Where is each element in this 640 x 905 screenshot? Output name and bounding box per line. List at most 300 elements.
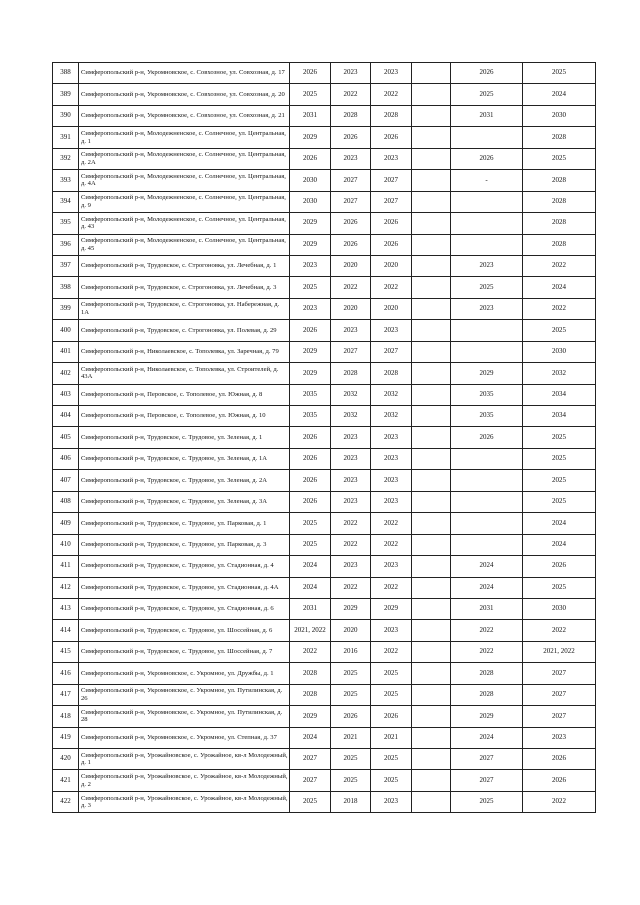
year-cell-5: 2027 [451,749,523,770]
year-cell-5: 2023 [451,255,523,276]
year-cell-1: 2029 [290,706,331,727]
year-cell-3: 2021 [371,727,412,748]
year-cell-6: 2025 [523,491,596,512]
year-cell-2: 2023 [331,427,371,448]
year-cell-2: 2023 [331,491,371,512]
table-row [53,641,596,662]
address-cell: Симферопольский р-н, Урожайновское, с. Урожайное, кв-л Молодежный, д. 1 [79,749,290,770]
address-cell: Симферопольский р-н, Трудовское, с. Трудовое, ул. Стадионная, д. 4А [79,577,290,598]
row-number: 409 [53,513,79,534]
year-cell-6: 2024 [523,277,596,298]
year-cell-6: 2022 [523,620,596,641]
year-cell-4 [412,663,451,684]
row-number: 400 [53,320,79,341]
year-cell-1: 2028 [290,663,331,684]
year-cell-6: 2026 [523,556,596,577]
address-cell: Симферопольский р-н, Трудовское, с. Трудовое, ул. Парковая, д. 1 [79,513,290,534]
year-cell-1: 2024 [290,577,331,598]
table-row [53,363,596,384]
table-row [53,663,596,684]
address-cell: Симферопольский р-н, Трудовское, с. Трудовое, ул. Зеленая, д. 3А [79,491,290,512]
table-row [53,491,596,512]
year-cell-2: 2023 [331,63,371,84]
year-cell-4 [412,770,451,791]
row-number: 412 [53,577,79,598]
year-cell-4 [412,749,451,770]
table-row [53,170,596,191]
year-cell-4 [412,148,451,169]
year-cell-4 [412,620,451,641]
year-cell-5: 2028 [451,684,523,705]
year-cell-3: 2026 [371,706,412,727]
row-number: 406 [53,448,79,469]
row-number: 419 [53,727,79,748]
year-cell-6: 2025 [523,427,596,448]
year-cell-4 [412,448,451,469]
year-cell-3: 2023 [371,427,412,448]
year-cell-6: 2024 [523,534,596,555]
table-row [53,105,596,126]
address-cell: Симферопольский р-н, Укромновское, с. Укромное, ул. Степная, д. 37 [79,727,290,748]
year-cell-4 [412,384,451,405]
year-cell-1: 2027 [290,770,331,791]
year-cell-2: 2022 [331,577,371,598]
year-cell-5: 2023 [451,298,523,319]
address-cell: Симферопольский р-н, Укромновское, с. Укромное, ул. Путилинская, д. 28 [79,706,290,727]
year-cell-5: 2022 [451,620,523,641]
address-cell: Симферопольский р-н, Трудовское, с. Трудовое, ул. Стадионная, д. 6 [79,598,290,619]
address-cell: Симферопольский р-н, Молодежненское, с. Солнечное, ул. Центральная, д. 45 [79,234,290,255]
address-cell: Симферопольский р-н, Перовское, с. Тополевое, ул. Южная, д. 8 [79,384,290,405]
row-number: 415 [53,641,79,662]
year-cell-4 [412,127,451,148]
year-cell-4 [412,577,451,598]
year-cell-4 [412,470,451,491]
year-cell-5: 2022 [451,641,523,662]
address-cell: Симферопольский р-н, Трудовское, с. Трудовое, ул. Зеленая, д. 2А [79,470,290,491]
year-cell-4 [412,341,451,362]
year-cell-2: 2023 [331,448,371,469]
year-cell-5: 2025 [451,84,523,105]
year-cell-2: 2022 [331,513,371,534]
year-cell-1: 2025 [290,84,331,105]
year-cell-3: 2023 [371,556,412,577]
year-cell-3: 2022 [371,84,412,105]
year-cell-6: 2022 [523,255,596,276]
year-cell-4 [412,406,451,427]
stray-dash-mark: - [485,175,488,184]
year-cell-6: 2030 [523,341,596,362]
year-cell-3: 2027 [371,341,412,362]
year-cell-5: 2027 [451,770,523,791]
year-cell-4 [412,791,451,812]
year-cell-3: 2020 [371,255,412,276]
row-number: 418 [53,706,79,727]
year-cell-3: 2026 [371,127,412,148]
year-cell-5 [451,213,523,234]
year-cell-2: 2027 [331,191,371,212]
address-cell: Симферопольский р-н, Трудовское, с. Строгоновка, ул. Полевая, д. 29 [79,320,290,341]
year-cell-2: 2020 [331,620,371,641]
year-cell-1: 2030 [290,191,331,212]
row-number: 414 [53,620,79,641]
address-cell: Симферопольский р-н, Трудовское, с. Строгоновка, ул. Набережная, д. 1А [79,298,290,319]
year-cell-1: 2022 [290,641,331,662]
year-cell-2: 2023 [331,470,371,491]
year-cell-1: 2021, 2022 [290,620,331,641]
year-cell-5 [451,170,523,191]
year-cell-5: 2035 [451,384,523,405]
table-row [53,234,596,255]
year-cell-3: 2022 [371,641,412,662]
year-cell-2: 2027 [331,341,371,362]
address-cell: Симферопольский р-н, Трудовское, с. Трудовое, ул. Зеленая, д. 1А [79,448,290,469]
year-cell-2: 2026 [331,706,371,727]
address-cell: Симферопольский р-н, Молодежненское, с. Солнечное, ул. Центральная, д. 1 [79,127,290,148]
year-cell-5 [451,320,523,341]
table-row [53,127,596,148]
year-cell-3: 2026 [371,213,412,234]
row-number: 404 [53,406,79,427]
year-cell-5: 2028 [451,663,523,684]
address-cell: Симферопольский р-н, Укромновское, с. Совхозное, ул. Совхозная, д. 17 [79,63,290,84]
year-cell-5 [451,470,523,491]
row-number: 399 [53,298,79,319]
address-cell: Симферопольский р-н, Молодежненское, с. Солнечное, ул. Центральная, д. 9 [79,191,290,212]
row-number: 421 [53,770,79,791]
year-cell-3: 2025 [371,749,412,770]
table-row [53,63,596,84]
address-cell: Симферопольский р-н, Укромновское, с. Совхозное, ул. Совхозная, д. 20 [79,84,290,105]
year-cell-6: 2028 [523,127,596,148]
year-cell-1: 2026 [290,470,331,491]
year-cell-1: 2023 [290,298,331,319]
row-number: 403 [53,384,79,405]
year-cell-3: 2028 [371,105,412,126]
year-cell-6: 2024 [523,84,596,105]
year-cell-3: 2025 [371,663,412,684]
year-cell-1: 2035 [290,406,331,427]
year-cell-6: 2027 [523,706,596,727]
address-cell: Симферопольский р-н, Урожайновское, с. Урожайное, кв-л Молодежный, д. 2 [79,770,290,791]
year-cell-4 [412,63,451,84]
year-cell-3: 2029 [371,598,412,619]
row-number: 402 [53,363,79,384]
year-cell-5: 2031 [451,105,523,126]
address-cell: Симферопольский р-н, Укромновское, с. Укромное, ул. Дружбы, д. 1 [79,663,290,684]
year-cell-1: 2029 [290,363,331,384]
address-cell: Симферопольский р-н, Николаевское, с. Тополевка, ул. Строителей, д. 43А [79,363,290,384]
year-cell-1: 2030 [290,170,331,191]
year-cell-6: 2024 [523,513,596,534]
year-cell-1: 2024 [290,556,331,577]
table-row [53,255,596,276]
table-row [53,341,596,362]
year-cell-4 [412,491,451,512]
year-cell-6: 2028 [523,234,596,255]
year-cell-6: 2028 [523,191,596,212]
table-row [53,791,596,812]
year-cell-5: 2029 [451,363,523,384]
year-cell-3: 2022 [371,277,412,298]
year-cell-2: 2026 [331,234,371,255]
address-cell: Симферопольский р-н, Трудовское, с. Трудовое, ул. Шоссейная, д. 6 [79,620,290,641]
table-row [53,727,596,748]
year-cell-5 [451,448,523,469]
year-cell-4 [412,641,451,662]
year-cell-4 [412,170,451,191]
year-cell-2: 2022 [331,84,371,105]
table-row [53,84,596,105]
year-cell-1: 2025 [290,534,331,555]
year-cell-3: 2022 [371,513,412,534]
table-row [53,620,596,641]
year-cell-3: 2023 [371,491,412,512]
year-cell-6: 2034 [523,384,596,405]
row-number: 394 [53,191,79,212]
year-cell-2: 2032 [331,384,371,405]
row-number: 405 [53,427,79,448]
table-row [53,406,596,427]
year-cell-1: 2026 [290,427,331,448]
year-cell-1: 2028 [290,684,331,705]
address-cell: Симферопольский р-н, Трудовское, с. Трудовое, ул. Шоссейная, д. 7 [79,641,290,662]
year-cell-5: 2024 [451,727,523,748]
table-row [53,556,596,577]
year-cell-6: 2025 [523,448,596,469]
year-cell-3: 2022 [371,534,412,555]
address-cell: Симферопольский р-н, Перовское, с. Тополевое, ул. Южная, д. 10 [79,406,290,427]
year-cell-4 [412,427,451,448]
year-cell-5: 2035 [451,406,523,427]
year-cell-1: 2031 [290,598,331,619]
year-cell-1: 2023 [290,255,331,276]
year-cell-2: 2026 [331,127,371,148]
year-cell-5: 2024 [451,577,523,598]
year-cell-1: 2026 [290,491,331,512]
year-cell-5: 2026 [451,63,523,84]
year-cell-6: 2021, 2022 [523,641,596,662]
row-number: 417 [53,684,79,705]
table-row [53,427,596,448]
year-cell-2: 2025 [331,749,371,770]
year-cell-6: 2028 [523,213,596,234]
address-cell: Симферопольский р-н, Молодежненское, с. Солнечное, ул. Центральная, д. 43 [79,213,290,234]
address-cell: Симферопольский р-н, Трудовское, с. Трудовое, ул. Стадионная, д. 4 [79,556,290,577]
row-number: 388 [53,63,79,84]
year-cell-6: 2030 [523,598,596,619]
year-cell-6: 2022 [523,298,596,319]
address-cell: Симферопольский р-н, Урожайновское, с. Урожайное, кв-л Молодежный, д. 3 [79,791,290,812]
year-cell-2: 2025 [331,684,371,705]
year-cell-5 [451,513,523,534]
table-row [53,298,596,319]
year-cell-3: 2032 [371,384,412,405]
year-cell-4 [412,684,451,705]
year-cell-2: 2029 [331,598,371,619]
row-number: 393 [53,170,79,191]
housing-schedule-table [52,62,596,813]
year-cell-5 [451,534,523,555]
year-cell-3: 2020 [371,298,412,319]
table-row [53,534,596,555]
row-number: 390 [53,105,79,126]
year-cell-4 [412,727,451,748]
table-row [53,749,596,770]
address-cell: Симферопольский р-н, Молодежненское, с. Солнечное, ул. Центральная, д. 4А [79,170,290,191]
row-number: 408 [53,491,79,512]
year-cell-6: 2022 [523,791,596,812]
year-cell-1: 2026 [290,148,331,169]
row-number: 389 [53,84,79,105]
year-cell-5 [451,341,523,362]
year-cell-6: 2026 [523,749,596,770]
year-cell-6: 2025 [523,320,596,341]
year-cell-3: 2027 [371,191,412,212]
table-row [53,448,596,469]
table-row [53,277,596,298]
table-row [53,598,596,619]
year-cell-3: 2025 [371,684,412,705]
year-cell-6: 2027 [523,684,596,705]
table-row [53,213,596,234]
year-cell-3: 2025 [371,770,412,791]
year-cell-1: 2025 [290,513,331,534]
year-cell-2: 2032 [331,406,371,427]
year-cell-6: 2028 [523,170,596,191]
year-cell-2: 2020 [331,298,371,319]
table-body [53,63,596,813]
year-cell-2: 2020 [331,255,371,276]
year-cell-2: 2027 [331,170,371,191]
row-number: 395 [53,213,79,234]
year-cell-3: 2023 [371,148,412,169]
year-cell-5: 2026 [451,148,523,169]
year-cell-5 [451,491,523,512]
year-cell-1: 2026 [290,63,331,84]
year-cell-4 [412,277,451,298]
year-cell-6: 2032 [523,363,596,384]
year-cell-2: 2025 [331,770,371,791]
year-cell-4 [412,255,451,276]
year-cell-5 [451,234,523,255]
year-cell-6: 2025 [523,63,596,84]
year-cell-2: 2028 [331,363,371,384]
year-cell-1: 2024 [290,727,331,748]
row-number: 391 [53,127,79,148]
year-cell-2: 2028 [331,105,371,126]
year-cell-1: 2029 [290,213,331,234]
year-cell-5: 2029 [451,706,523,727]
address-cell: Симферопольский р-н, Трудовское, с. Строгоновка, ул. Лечебная, д. 3 [79,277,290,298]
year-cell-3: 2028 [371,363,412,384]
year-cell-2: 2022 [331,534,371,555]
year-cell-3: 2026 [371,234,412,255]
year-cell-2: 2026 [331,213,371,234]
row-number: 411 [53,556,79,577]
address-cell: Симферопольский р-н, Укромновское, с. Совхозное, ул. Совхозная, д. 21 [79,105,290,126]
table-row [53,513,596,534]
year-cell-1: 2027 [290,749,331,770]
row-number: 407 [53,470,79,491]
address-cell: Симферопольский р-н, Укромновское, с. Укромное, ул. Путилинская, д. 26 [79,684,290,705]
year-cell-1: 2029 [290,234,331,255]
year-cell-2: 2023 [331,148,371,169]
year-cell-3: 2023 [371,470,412,491]
year-cell-5 [451,191,523,212]
year-cell-5: 2025 [451,277,523,298]
row-number: 422 [53,791,79,812]
year-cell-3: 2023 [371,791,412,812]
year-cell-2: 2021 [331,727,371,748]
year-cell-1: 2031 [290,105,331,126]
year-cell-4 [412,706,451,727]
table-row [53,191,596,212]
row-number: 392 [53,148,79,169]
year-cell-6: 2025 [523,577,596,598]
table-row [53,320,596,341]
year-cell-4 [412,320,451,341]
year-cell-4 [412,513,451,534]
year-cell-6: 2023 [523,727,596,748]
year-cell-4 [412,598,451,619]
table-row [53,148,596,169]
row-number: 413 [53,598,79,619]
year-cell-2: 2023 [331,320,371,341]
year-cell-6: 2034 [523,406,596,427]
year-cell-4 [412,534,451,555]
year-cell-1: 2026 [290,448,331,469]
year-cell-5: 2026 [451,427,523,448]
year-cell-2: 2023 [331,556,371,577]
table-row [53,384,596,405]
year-cell-3: 2023 [371,63,412,84]
year-cell-4 [412,84,451,105]
row-number: 401 [53,341,79,362]
year-cell-1: 2029 [290,127,331,148]
year-cell-5: 2025 [451,791,523,812]
year-cell-3: 2023 [371,448,412,469]
year-cell-6: 2027 [523,663,596,684]
year-cell-2: 2022 [331,277,371,298]
year-cell-6: 2030 [523,105,596,126]
row-number: 396 [53,234,79,255]
year-cell-4 [412,298,451,319]
year-cell-5: 2031 [451,598,523,619]
year-cell-1: 2029 [290,341,331,362]
year-cell-1: 2025 [290,277,331,298]
row-number: 416 [53,663,79,684]
table-row [53,577,596,598]
year-cell-4 [412,556,451,577]
address-cell: Симферопольский р-н, Николаевское, с. Тополевка, ул. Заречная, д. 79 [79,341,290,362]
address-cell: Симферопольский р-н, Трудовское, с. Строгоновка, ул. Лечебная, д. 1 [79,255,290,276]
row-number: 420 [53,749,79,770]
year-cell-6: 2026 [523,770,596,791]
year-cell-2: 2025 [331,663,371,684]
year-cell-3: 2023 [371,620,412,641]
year-cell-6: 2025 [523,148,596,169]
address-cell: Симферопольский р-н, Молодежненское, с. Солнечное, ул. Центральная, д. 2А [79,148,290,169]
year-cell-4 [412,105,451,126]
year-cell-1: 2026 [290,320,331,341]
year-cell-2: 2018 [331,791,371,812]
year-cell-3: 2022 [371,577,412,598]
table-row [53,706,596,727]
year-cell-3: 2027 [371,170,412,191]
year-cell-6: 2025 [523,470,596,491]
row-number: 410 [53,534,79,555]
